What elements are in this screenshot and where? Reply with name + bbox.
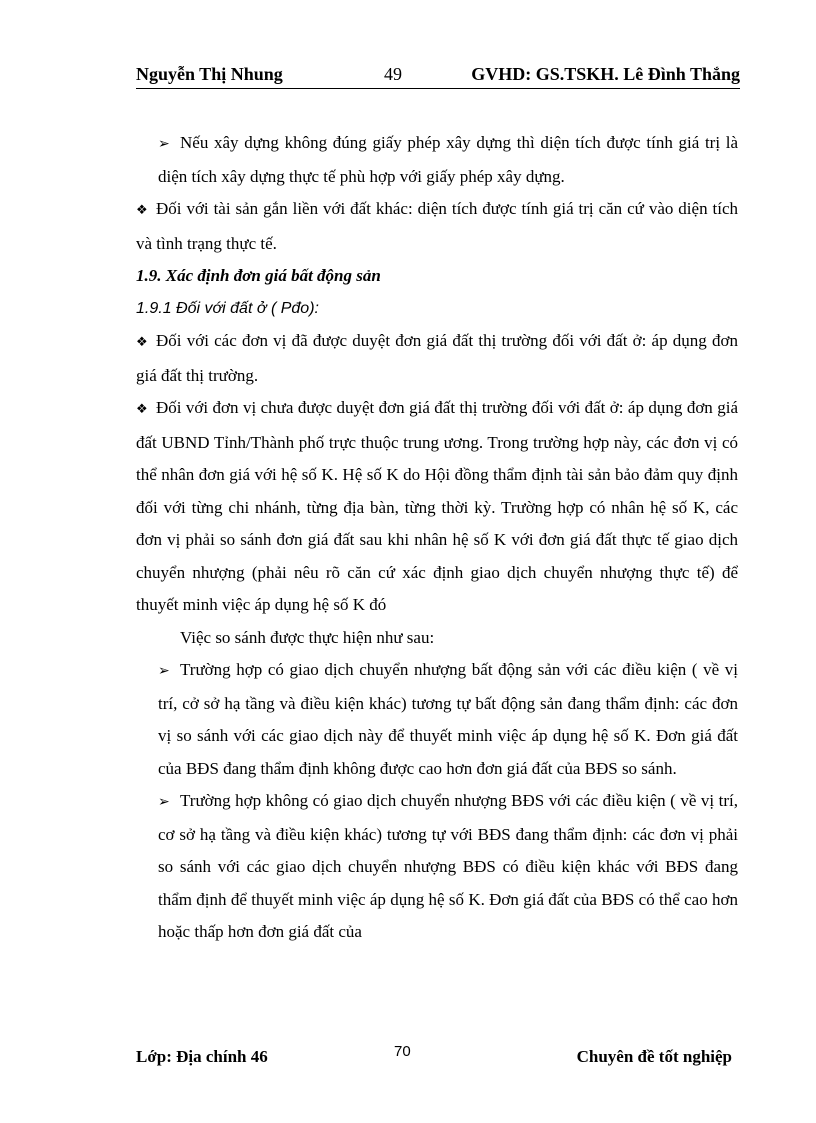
diamond-bullet-icon: ❖: [136, 335, 148, 350]
arrow-bullet-icon: ➢: [158, 663, 170, 679]
paragraph-no-similar-transactions: [136, 785, 738, 949]
paragraph-text: Đối với các đơn vị đã được duyệt đơn giá đất thị trường đối với đất ở: áp dụng đơn giá đất thị trường.: [136, 331, 738, 385]
advisor-name: GVHD: GS.TSKH. Lê Đình Thắng: [471, 64, 740, 84]
paragraph-text: Trường hợp không có giao dịch chuyển nhượng BĐS với các điều kiện ( về vị trí, cơ sở hạ tầng và điều kiện khác) tương tự với BĐS đang thẩm định: các đơn vị phải so sánh với các giao dịch chuyển nhượng BĐS có điều kiện khác với BĐS đang thẩm định để thuyết minh việc áp dụng hệ số K. Đơn giá đất của BĐS có thể cao hơn hoặc thấp hơn đơn giá đất của: [158, 791, 738, 941]
arrow-bullet-icon: ➢: [158, 136, 170, 152]
diamond-bullet-icon: ❖: [136, 402, 148, 417]
subsection-heading: 1.9.1 Đối với đất ở ( Pđo):: [136, 299, 319, 317]
footer-page-number: 70: [394, 1043, 411, 1060]
document-title: Chuyên đề tốt nghiệp: [576, 1047, 732, 1066]
paragraph-building-permit: [136, 127, 738, 193]
page-footer: [136, 1043, 740, 1071]
diamond-bullet-icon: ❖: [136, 203, 148, 218]
paragraph-attached-assets: [136, 193, 738, 260]
class-name: Lớp: Địa chính 46: [136, 1047, 268, 1066]
page-header: [136, 64, 740, 89]
paragraph-text: Nếu xây dựng không đúng giấy phép xây dựng thì diện tích được tính giá trị là diện tích xây dựng thực tế phù hợp với giấy phép xây dựng.: [158, 133, 738, 186]
author-name: Nguyễn Thị Nhung: [136, 64, 283, 84]
paragraph-text: Đối với tài sản gắn liền với đất khác: diện tích được tính giá trị căn cứ vào diện tích và tình trạng thực tế.: [136, 199, 738, 253]
paragraph-approved-price: [136, 325, 738, 392]
paragraph-text: Đối với đơn vị chưa được duyệt đơn giá đất thị trường đối với đất ở: áp dụng đơn giá đất UBND Tỉnh/Thành phố trực thuộc trung ương. Trong trường hợp này, các đơn vị có thể nhân đơn giá với hệ số K. Hệ số K do Hội đồng thẩm định tài sản bảo đảm quy định đối với từng chi nhánh, từng địa bàn, từng thời kỳ. Trường hợp có nhân hệ số K, các đơn vị phải so sánh đơn giá đất sau khi nhân hệ số K với đơn giá đất thực tế giao dịch chuyển nhượng (phải nêu rõ căn cứ xác định giao dịch chuyển nhượng thực tế) để thuyết minh việc áp dụng hệ số K đó: [136, 398, 738, 614]
document-body: [136, 127, 738, 949]
section-heading: 1.9. Xác định đơn giá bất động sản: [136, 266, 381, 285]
paragraph-text: Trường hợp có giao dịch chuyển nhượng bất động sản với các điều kiện ( về vị trí, cở sở hạ tầng và điều kiện khác) tương tự bất động sản đang thẩm định: các đơn vị so sánh với các giao dịch này để thuyết minh việc áp dụng hệ số K. Đơn giá đất của BĐS đang thẩm định không được cao hơn đơn giá đất của BĐS so sánh.: [158, 660, 738, 778]
paragraph-unapproved-price: [136, 392, 738, 622]
paragraph-text: Việc so sánh được thực hiện như sau:: [180, 627, 435, 647]
paragraph-comparison-intro: [136, 622, 738, 655]
arrow-bullet-icon: ➢: [158, 794, 170, 810]
header-page-number: 49: [384, 64, 402, 84]
paragraph-similar-transactions: [136, 654, 738, 785]
